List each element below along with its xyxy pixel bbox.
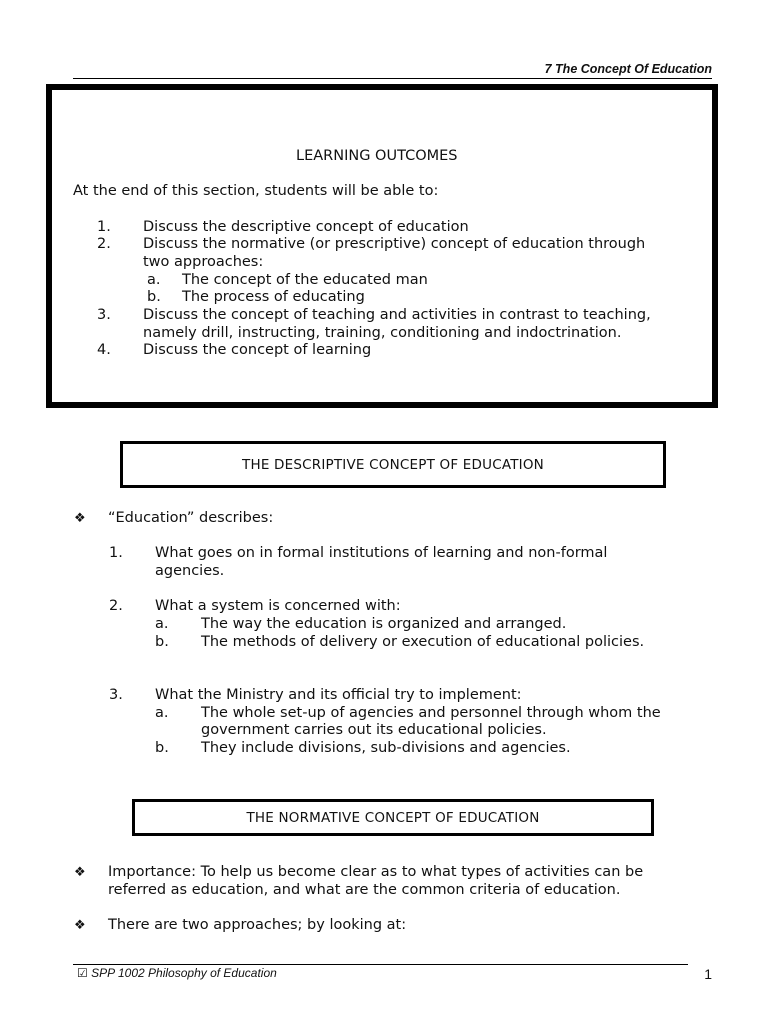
outcome-text: Discuss the concept of teaching and activities in contrast to teaching, [143, 307, 651, 323]
outcome-text: Discuss the descriptive concept of education [143, 219, 469, 235]
bullet-text: “Education” describes: [108, 510, 274, 526]
outcome-subtext: The process of educating [182, 289, 365, 305]
list-text: agencies. [155, 563, 225, 579]
outcome-number: 2. [97, 236, 111, 252]
list-number: 3. [109, 687, 123, 703]
learning-outcomes-intro: At the end of this section, students will be able to: [73, 183, 439, 199]
chapter-title: The Concept Of Education [555, 62, 712, 76]
outcome-number: 3. [97, 307, 111, 323]
outcome-subnumber: a. [147, 272, 161, 288]
page-number: 1 [704, 966, 712, 982]
list-subtext: The way the education is organized and arranged. [201, 616, 567, 632]
list-text: What the Ministry and its official try to implement: [155, 687, 522, 703]
running-header [545, 62, 712, 76]
bullet-text: There are two approaches; by looking at: [108, 917, 407, 933]
bullet-text: referred as education, and what are the common criteria of education. [108, 882, 621, 898]
list-subtext: They include divisions, sub-divisions and agencies. [201, 740, 571, 756]
list-text: What a system is concerned with: [155, 598, 401, 614]
chapter-number: 7 [544, 62, 552, 76]
outcome-text: two approaches: [143, 254, 264, 270]
list-text: What goes on in formal institutions of learning and non-formal [155, 545, 608, 561]
header-rule [73, 78, 712, 79]
list-subtext: The methods of delivery or execution of educational policies. [201, 634, 645, 650]
outcome-text: namely drill, instructing, training, conditioning and indoctrination. [143, 325, 622, 341]
list-subnumber: b. [155, 634, 169, 650]
list-subtext: The whole set-up of agencies and personnel through whom the [201, 705, 661, 721]
list-subnumber: a. [155, 616, 169, 632]
diamond-bullet-icon: ❖ [74, 511, 86, 526]
list-subnumber: b. [155, 740, 169, 756]
descriptive-heading-box [120, 441, 666, 488]
outcome-text: Discuss the concept of learning [143, 342, 372, 358]
outcome-subnumber: b. [147, 289, 161, 305]
list-subnumber: a. [155, 705, 169, 721]
outcome-number: 1. [97, 219, 111, 235]
outcome-number: 4. [97, 342, 111, 358]
bullet-text: Importance: To help us become clear as to what types of activities can be [108, 864, 644, 880]
outcome-text: Discuss the normative (or prescriptive) concept of education through [143, 236, 646, 252]
diamond-bullet-icon: ❖ [74, 865, 86, 880]
course-title: SPP 1002 Philosophy of Education [91, 966, 277, 980]
normative-heading-box [132, 799, 654, 836]
list-subtext: government carries out its educational policies. [201, 722, 547, 738]
checked-box-icon: ☑ [77, 966, 88, 980]
outcome-subtext: The concept of the educated man [182, 272, 428, 288]
learning-outcomes-title: LEARNING OUTCOMES [296, 148, 458, 164]
diamond-bullet-icon: ❖ [74, 918, 86, 933]
list-number: 2. [109, 598, 123, 614]
normative-heading: THE NORMATIVE CONCEPT OF EDUCATION [246, 809, 540, 826]
list-number: 1. [109, 545, 123, 561]
footer-course [77, 966, 277, 980]
descriptive-heading: THE DESCRIPTIVE CONCEPT OF EDUCATION [242, 456, 544, 473]
footer-rule [73, 964, 688, 965]
